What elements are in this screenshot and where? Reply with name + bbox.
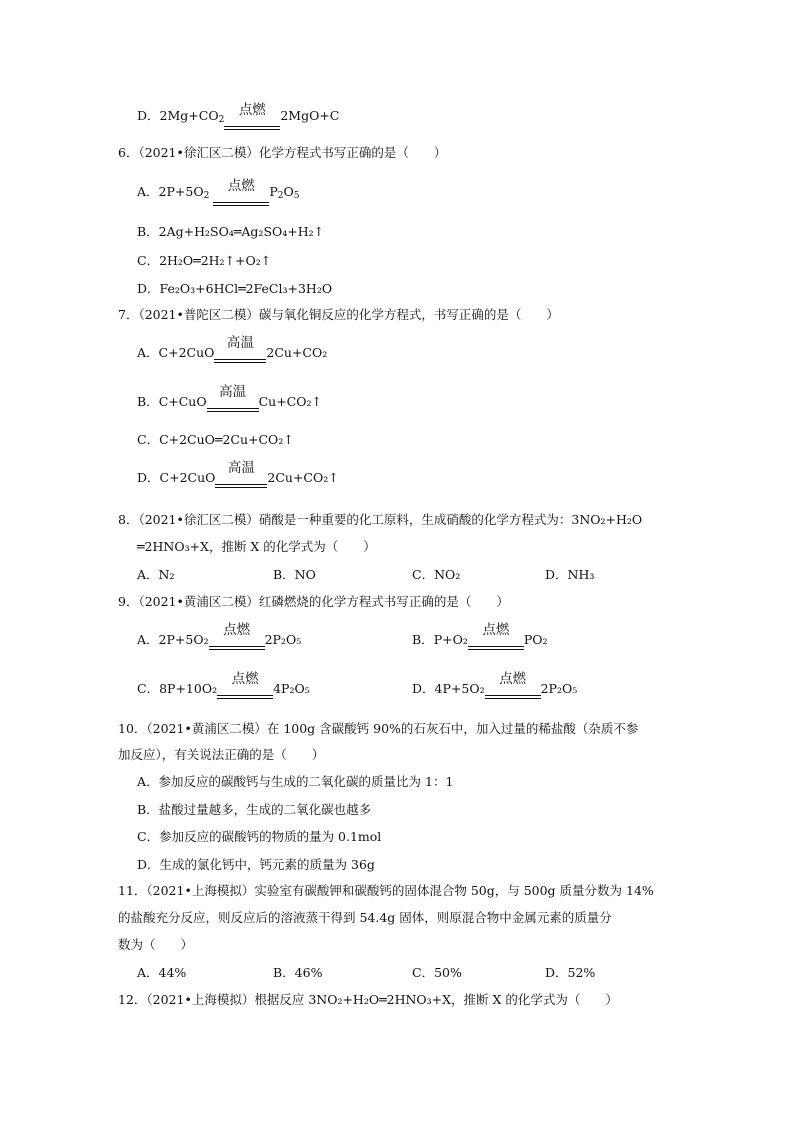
q11-option-d: D．52% (545, 965, 596, 980)
equation-bar (214, 359, 266, 363)
equation-right: Cu+CO₂↑ (258, 394, 322, 409)
q5-option-d (137, 102, 340, 130)
q9-option-a (137, 622, 302, 650)
condition-label: 高温 (226, 335, 254, 351)
option-label: D． (137, 108, 160, 123)
condition-label: 高温 (219, 384, 247, 400)
equation-bar (485, 695, 541, 699)
q7-option-a (137, 335, 328, 363)
q11-stem-line3: 数为（ ） (118, 937, 194, 952)
q11-option-a: A．44% (137, 965, 187, 980)
reaction-condition (207, 384, 259, 412)
condition-label: 点燃 (223, 622, 251, 638)
q10-option-a: A．参加反应的碳酸钙与生成的二氧化碳的质量比为 1：1 (137, 774, 454, 789)
q8-stem-line1: 8．（2021•徐汇区二模）硝酸是一种重要的化工原料，生成硝酸的化学方程式为：3NO₂+H₂O (118, 512, 643, 527)
condition-label: 点燃 (499, 671, 527, 687)
option-label: B． (412, 632, 434, 647)
q11-option-c: C．50% (412, 965, 462, 980)
q7-option-d (137, 460, 339, 488)
equation-right: O (283, 184, 294, 199)
equation-bar (215, 484, 267, 488)
option-label: B． (137, 394, 159, 409)
q9-option-d (412, 671, 578, 699)
equation-left: C+CuO (158, 394, 207, 409)
q6-option-a (137, 178, 300, 206)
equation-left: P+O₂ (433, 632, 468, 647)
option-label: A． (137, 345, 159, 360)
q8-option-b: B．NO (273, 567, 316, 582)
option-label: A． (137, 632, 159, 647)
q10-option-c: C．参加反应的碳酸钙的物质的量为 0.1mol (137, 829, 382, 844)
equation-left: 2P+5O₂ (158, 632, 209, 647)
option-label: A． (137, 184, 159, 199)
q6-option-d: D．Fe₂O₃+6HCl═2FeCl₃+3H₂O (137, 281, 333, 296)
condition-label: 点燃 (482, 622, 510, 638)
equation-right: 2MgO+C (280, 108, 340, 123)
reaction-condition (217, 671, 273, 699)
q11-stem-line1: 11．（2021•上海模拟）实验室有碳酸钾和碳酸钙的固体混合物 50g，与 500g 质量分数为 14% (118, 883, 654, 898)
reaction-condition (209, 622, 265, 650)
q12-stem: 12．（2021•上海模拟）根据反应 3NO₂+H₂O═2HNO₃+X，推断 X 的化学式为（ ） (118, 992, 618, 1007)
reaction-condition (215, 460, 267, 488)
subscript: 2 (218, 115, 225, 125)
reaction-condition (468, 622, 524, 650)
q11-option-b: B．46% (273, 965, 323, 980)
condition-label: 点燃 (238, 102, 266, 118)
equation-left: 2P+5O (158, 184, 204, 199)
q6-option-c: C．2H₂O═2H₂↑+O₂↑ (137, 253, 272, 268)
q7-option-b (137, 384, 322, 412)
reaction-condition (224, 102, 280, 130)
equation-bar (213, 202, 269, 206)
equation-left: C+2CuO (158, 345, 215, 360)
q6-option-b: B．2Ag+H₂SO₄═Ag₂SO₄+H₂↑ (137, 224, 325, 239)
q10-option-d: D．生成的氯化钙中，钙元素的质量为 36g (137, 857, 375, 872)
reaction-condition (214, 335, 266, 363)
q8-option-c: C．NO₂ (412, 567, 461, 582)
q9-option-c (137, 671, 310, 699)
equation-right: P (269, 184, 278, 199)
equation-bar (207, 408, 259, 412)
condition-label: 高温 (227, 460, 255, 476)
equation-left: 4P+5O₂ (434, 681, 485, 696)
condition-label: 点燃 (231, 671, 259, 687)
equation-bar (224, 126, 280, 130)
option-label: C． (137, 681, 160, 696)
equation-bar (209, 646, 265, 650)
subscript: 2 (203, 191, 210, 201)
equation-right: 2P₂O₅ (540, 681, 578, 696)
equation-left: 2Mg+CO (159, 108, 219, 123)
condition-label: 点燃 (227, 178, 255, 194)
equation-bar (468, 646, 524, 650)
equation-right: 2P₂O₅ (264, 632, 302, 647)
q10-stem-line1: 10．（2021•黄浦区二模）在 100g 含碳酸钙 90%的石灰石中，加入过量的稀盐酸（杂质不参 (118, 721, 639, 736)
q11-stem-line2: 的盐酸充分反应，则反应后的溶液蒸干得到 54.4g 固体，则原混合物中金属元素的质量分 (118, 910, 612, 925)
q9-option-b (412, 622, 548, 650)
equation-bar (217, 695, 273, 699)
equation-right: 2Cu+CO₂↑ (267, 470, 339, 485)
q10-option-b: B．盐酸过量越多，生成的二氧化碳也越多 (137, 802, 372, 817)
reaction-condition (213, 178, 269, 206)
q10-stem-line2: 加反应），有关说法正确的是（ ） (118, 747, 325, 762)
reaction-condition (485, 671, 541, 699)
q8-option-d: D．NH₃ (545, 567, 595, 582)
subscript: 2 (277, 191, 284, 201)
subscript: 5 (293, 191, 300, 201)
q7-stem: 7．（2021•普陀区二模）碳与氧化铜反应的化学方程式，书写正确的是（ ） (118, 307, 559, 322)
q6-stem: 6．（2021•徐汇区二模）化学方程式书写正确的是（ ） (118, 145, 447, 160)
equation-right: 2Cu+CO₂ (266, 345, 328, 360)
equation-left: C+2CuO (159, 470, 216, 485)
q7-option-c: C．C+2CuO═2Cu+CO₂↑ (137, 432, 294, 447)
equation-left: 8P+10O₂ (159, 681, 218, 696)
option-label: D． (412, 681, 435, 696)
q9-stem: 9．（2021•黄浦区二模）红磷燃烧的化学方程式书写正确的是（ ） (118, 594, 509, 609)
equation-right: PO₂ (523, 632, 548, 647)
q8-option-a: A．N₂ (137, 567, 175, 582)
q8-stem-line2: ═2HNO₃+X，推断 X 的化学式为（ ） (137, 539, 376, 554)
option-label: D． (137, 470, 160, 485)
equation-right: 4P₂O₅ (273, 681, 310, 696)
